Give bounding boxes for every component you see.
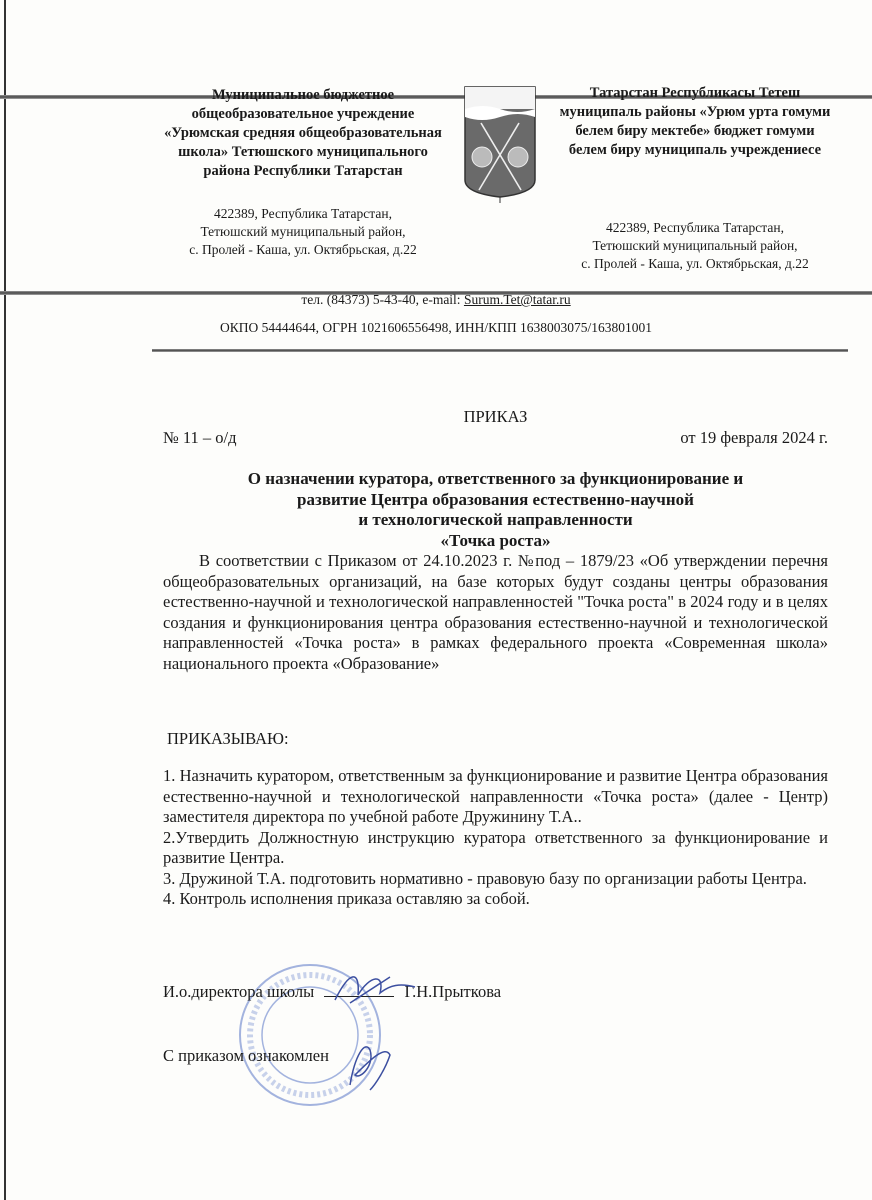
order-date: от 19 февраля 2024 г. (680, 427, 828, 447)
scan-edge (4, 0, 6, 1200)
address-line: 422389, Республика Татарстан, (606, 220, 784, 235)
director-signature-icon (330, 965, 420, 1015)
phone-text: тел. (84373) 5-43-40, e-mail: (301, 292, 464, 307)
left-address (148, 205, 458, 259)
email-link[interactable]: Surum.Tet@tatar.ru (463, 292, 571, 307)
org-line: Муниципальное бюджетное (211, 87, 395, 103)
acknowledgement-signature-icon (340, 1035, 400, 1095)
address-line: Тетюшский муниципальный район, (592, 238, 798, 253)
signatory-title: И.о.директора школы (163, 982, 315, 1001)
coat-of-arms-icon (463, 85, 537, 205)
org-line: Татарстан Республикасы Тетеш (589, 85, 801, 101)
order-header (163, 407, 828, 448)
acknowledgement-text: С приказом ознакомлен (163, 1046, 329, 1065)
directive-text: ПРИКАЗЫВАЮ: (167, 729, 289, 748)
address-line: с. Пролей - Каша, ул. Октябрьская, д.22 (581, 256, 809, 271)
order-item: 4. Контроль исполнения приказа оставляю за собой. (163, 889, 530, 908)
order-item: 1. Назначить куратором, ответственным за функционирование и развитие Центра образования естественно-научной и технологической направленности «Точка роста» (далее - Центр) заместителя директора по учебной работе Дружинину Т.А.. (163, 766, 828, 826)
org-line: общеобразовательное учреждение (191, 106, 415, 122)
address-line: 422389, Республика Татарстан, (214, 206, 392, 221)
order-title (163, 469, 828, 674)
title-line: «Точка роста» (440, 530, 551, 550)
org-line: школа» Тетюшского муниципального (178, 144, 428, 160)
order-item: 2.Утвердить Должностную инструкцию куратора ответственного за функционирование и развитие Центра. (163, 827, 828, 867)
right-org-name (540, 84, 850, 160)
contacts-rule (152, 349, 848, 352)
contact-line (0, 292, 872, 308)
org-line: района Республики Татарстан (203, 163, 403, 179)
order-item: 3. Дружиной Т.А. подготовить нормативно - правовую базу по организации работы Центра. (163, 868, 807, 888)
address-line: Тетюшский муниципальный район, (200, 224, 406, 239)
preamble-paragraph: В соответствии с Приказом от 24.10.2023 г. №под – 1879/23 «Об утверждении перечня общеобразовательных организаций, на базе которых будут созданы центры образования естественно-научной и технологической направленностей "Точка роста" в 2024 году и в целях создания и функционирования центра образования естественно-научной и технологической направленностей «Точка роста» в рамках федерального проекта «Современная школа» национального проекта «Образование» (163, 551, 828, 673)
registry-numbers: ОКПО 54444644, ОГРН 1021606556498, ИНН/КПП 1638003075/163801001 (220, 320, 652, 335)
signatory-name: Г.Н.Прыткова (404, 982, 502, 1001)
order-items (163, 766, 828, 910)
order-heading: ПРИКАЗ (463, 407, 528, 426)
right-address (540, 219, 850, 273)
order-number: № 11 – о/д (163, 427, 237, 447)
address-line: с. Пролей - Каша, ул. Октябрьская, д.22 (189, 242, 417, 257)
org-line: муниципаль районы «Урюм урта гомуми (559, 104, 831, 120)
org-line: «Урюмская средняя общеобразовательная (164, 125, 442, 141)
title-line: и технологической направленности (358, 510, 633, 529)
org-line: белем биру мектебе» бюджет гомуми (575, 123, 815, 139)
left-org-name (148, 86, 458, 181)
title-line: развитие Центра образования естественно-научной (297, 489, 694, 509)
title-line: О назначении куратора, ответственного за функционирование и (247, 469, 744, 488)
signature-block (163, 982, 828, 1003)
org-line: белем биру муниципаль учреждениесе (568, 142, 822, 158)
